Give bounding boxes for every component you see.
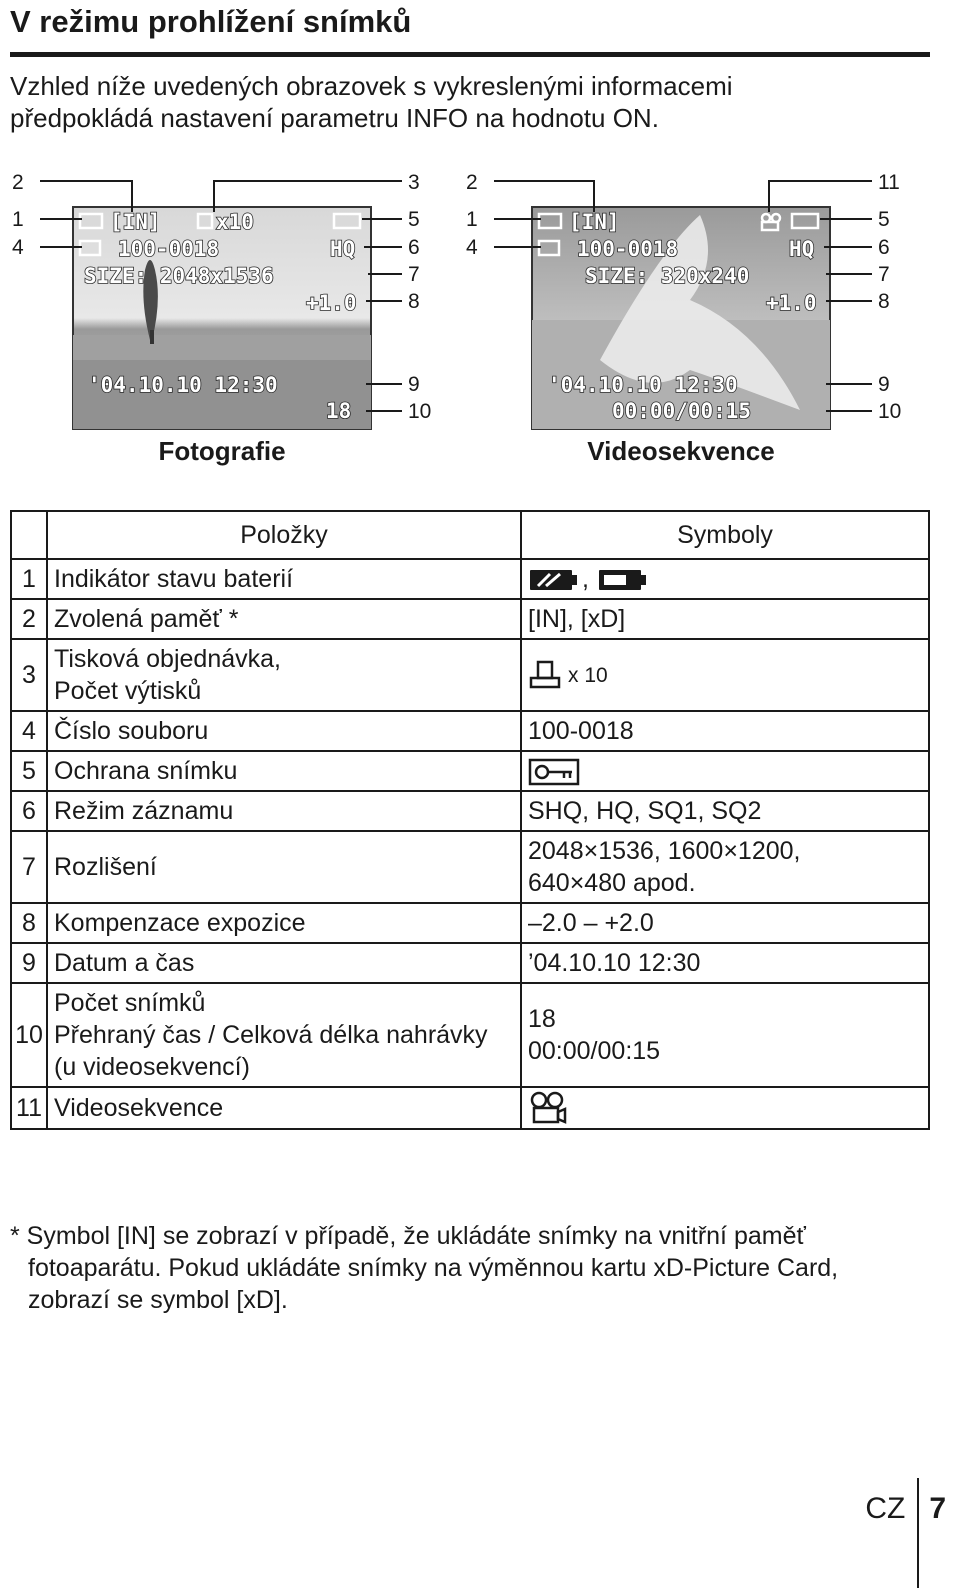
table-row bbox=[11, 943, 929, 983]
osd-mode: HQ bbox=[789, 237, 815, 261]
movie-screen-label: Videosekvence bbox=[587, 436, 775, 466]
symbol-separator: , bbox=[582, 565, 589, 593]
table-row bbox=[11, 751, 929, 791]
item-line: Číslo souboru bbox=[54, 717, 209, 745]
item-line: Tisková objednávka, bbox=[54, 645, 281, 673]
table-row bbox=[11, 903, 929, 943]
row-symbols bbox=[521, 831, 929, 903]
table-row bbox=[11, 983, 929, 1087]
item-line: Rozlišení bbox=[54, 853, 157, 881]
callout-9: 9 bbox=[408, 373, 420, 396]
osd-print: x10 bbox=[216, 210, 254, 234]
row-symbols bbox=[521, 791, 929, 831]
photo-screen bbox=[12, 171, 431, 429]
item-line: Počet výtisků bbox=[54, 677, 202, 705]
row-symbols bbox=[521, 639, 929, 711]
callout-11: 11 bbox=[878, 171, 900, 194]
callout-6: 6 bbox=[408, 236, 420, 259]
footer-divider bbox=[917, 1478, 919, 1588]
callout-1: 1 bbox=[466, 208, 478, 231]
items-table bbox=[10, 510, 930, 1130]
symbol-line: 640×480 apod. bbox=[528, 869, 696, 897]
callout-10: 10 bbox=[878, 400, 902, 423]
item-line: (u videosekvencí) bbox=[54, 1053, 250, 1081]
row-item bbox=[47, 831, 521, 903]
item-line: Datum a čas bbox=[54, 949, 195, 977]
symbol-line: 18 bbox=[528, 1005, 556, 1033]
row-symbols bbox=[521, 711, 929, 751]
row-symbols bbox=[521, 751, 929, 791]
header-num bbox=[11, 511, 47, 559]
row-item bbox=[47, 983, 521, 1087]
osd-memory: [IN] bbox=[569, 210, 620, 234]
photo-screen-label: Fotografie bbox=[158, 436, 286, 466]
table-row bbox=[11, 599, 929, 639]
row-item bbox=[47, 711, 521, 751]
movie-screen bbox=[466, 171, 901, 429]
row-number: 5 bbox=[11, 751, 47, 791]
table-body bbox=[11, 559, 929, 1129]
row-symbols bbox=[521, 1087, 929, 1129]
header-items: Položky bbox=[47, 511, 521, 559]
table-row bbox=[11, 1087, 929, 1129]
symbol-line: SHQ, HQ, SQ1, SQ2 bbox=[528, 797, 762, 825]
row-item bbox=[47, 639, 521, 711]
footnote-line: zobrazí se symbol [xD]. bbox=[28, 1286, 288, 1314]
row-item bbox=[47, 559, 521, 599]
table-header-row bbox=[11, 511, 929, 559]
row-symbols bbox=[521, 903, 929, 943]
row-number: 1 bbox=[11, 559, 47, 599]
symbol-text: x 10 bbox=[568, 664, 608, 687]
item-line: Videosekvence bbox=[54, 1094, 224, 1122]
osd-exposure: +1.0 bbox=[766, 291, 817, 315]
row-number: 9 bbox=[11, 943, 47, 983]
callout-7: 7 bbox=[408, 263, 420, 286]
callout-2: 2 bbox=[466, 171, 478, 194]
callout-7: 7 bbox=[878, 263, 890, 286]
row-symbols bbox=[521, 943, 929, 983]
osd-mode: HQ bbox=[330, 237, 356, 261]
row-symbols bbox=[521, 983, 929, 1087]
row-number: 4 bbox=[11, 711, 47, 751]
symbol-line: 100-0018 bbox=[528, 717, 634, 745]
row-number: 7 bbox=[11, 831, 47, 903]
movie-camera-icon bbox=[528, 1093, 568, 1121]
header-symbols: Symboly bbox=[521, 511, 929, 559]
battery-icon bbox=[528, 563, 922, 595]
table-row bbox=[11, 791, 929, 831]
osd-file: 100-0018 bbox=[118, 237, 220, 261]
row-item bbox=[47, 943, 521, 983]
item-line: Přehraný čas / Celková délka nahrávky bbox=[54, 1021, 488, 1049]
row-item bbox=[47, 751, 521, 791]
language-code: CZ bbox=[865, 1492, 906, 1525]
callout-8: 8 bbox=[878, 290, 890, 313]
footnote-line: * Symbol [IN] se zobrazí v případě, že ukládáte snímky na vnitřní paměť bbox=[10, 1222, 806, 1250]
table-row bbox=[11, 831, 929, 903]
callout-3: 3 bbox=[408, 171, 420, 194]
callout-4: 4 bbox=[466, 236, 478, 259]
item-line: Počet snímků bbox=[54, 989, 206, 1017]
osd-datetime: '04.10.10 12:30 bbox=[548, 373, 738, 397]
osd-count: 18 bbox=[326, 399, 352, 423]
item-line: Kompenzace expozice bbox=[54, 909, 306, 937]
symbol-line: 00:00/00:15 bbox=[528, 1037, 661, 1065]
row-number: 2 bbox=[11, 599, 47, 639]
page-number: 7 bbox=[929, 1492, 946, 1525]
row-symbols bbox=[521, 559, 929, 599]
callout-10: 10 bbox=[408, 400, 432, 423]
page-footer bbox=[865, 1478, 946, 1578]
symbol-line: ’04.10.10 12:30 bbox=[528, 949, 701, 977]
callout-1: 1 bbox=[12, 208, 24, 231]
osd-datetime: '04.10.10 12:30 bbox=[88, 373, 278, 397]
photo-tree-trunk bbox=[150, 330, 154, 344]
callout-2: 2 bbox=[12, 171, 24, 194]
callout-6: 6 bbox=[878, 236, 890, 259]
osd-time: 00:00/00:15 bbox=[612, 399, 752, 423]
callout-9: 9 bbox=[878, 373, 890, 396]
osd-size: SIZE: 2048x1536 bbox=[84, 264, 274, 288]
print-order-icon bbox=[528, 660, 562, 688]
symbol-line bbox=[528, 658, 922, 692]
row-number: 3 bbox=[11, 639, 47, 711]
row-number: 10 bbox=[11, 983, 47, 1087]
row-symbols bbox=[521, 599, 929, 639]
row-item bbox=[47, 599, 521, 639]
osd-file: 100-0018 bbox=[577, 237, 679, 261]
row-item bbox=[47, 1087, 521, 1129]
item-line: Ochrana snímku bbox=[54, 757, 238, 785]
footnote-line: fotoaparátu. Pokud ukládáte snímky na výměnnou kartu xD-Picture Card, bbox=[28, 1254, 839, 1282]
table-row bbox=[11, 639, 929, 711]
screen-diagram bbox=[0, 0, 960, 480]
row-item bbox=[47, 903, 521, 943]
symbol-line: [IN], [xD] bbox=[528, 605, 626, 633]
osd-size: SIZE: 320x240 bbox=[585, 264, 750, 288]
row-item bbox=[47, 791, 521, 831]
item-line: Indikátor stavu baterií bbox=[54, 565, 294, 593]
callout-8: 8 bbox=[408, 290, 420, 313]
protect-key-icon bbox=[528, 756, 580, 784]
symbol-line: –2.0 – +2.0 bbox=[528, 909, 654, 937]
callout-4: 4 bbox=[12, 236, 24, 259]
symbol-line: 2048×1536, 1600×1200, bbox=[528, 837, 801, 865]
intro-line: předpokládá nastavení parametru INFO na hodnotu ON. bbox=[10, 103, 659, 133]
row-number: 11 bbox=[11, 1087, 47, 1129]
battery-low-icon bbox=[597, 565, 649, 593]
intro-line: Vzhled níže uvedených obrazovek s vykreslenými informacemi bbox=[10, 71, 733, 101]
table-row bbox=[11, 711, 929, 751]
callout-5: 5 bbox=[408, 208, 420, 231]
table-row bbox=[11, 559, 929, 599]
row-number: 6 bbox=[11, 791, 47, 831]
osd-exposure: +1.0 bbox=[306, 291, 357, 315]
row-number: 8 bbox=[11, 903, 47, 943]
item-line: Režim záznamu bbox=[54, 797, 234, 825]
callout-5: 5 bbox=[878, 208, 890, 231]
item-line: Zvolená paměť * bbox=[54, 605, 239, 633]
page-heading: V režimu prohlížení snímků bbox=[10, 0, 930, 57]
osd-memory: [IN] bbox=[110, 210, 161, 234]
footnote bbox=[10, 1220, 930, 1316]
screen-figures bbox=[0, 0, 960, 480]
